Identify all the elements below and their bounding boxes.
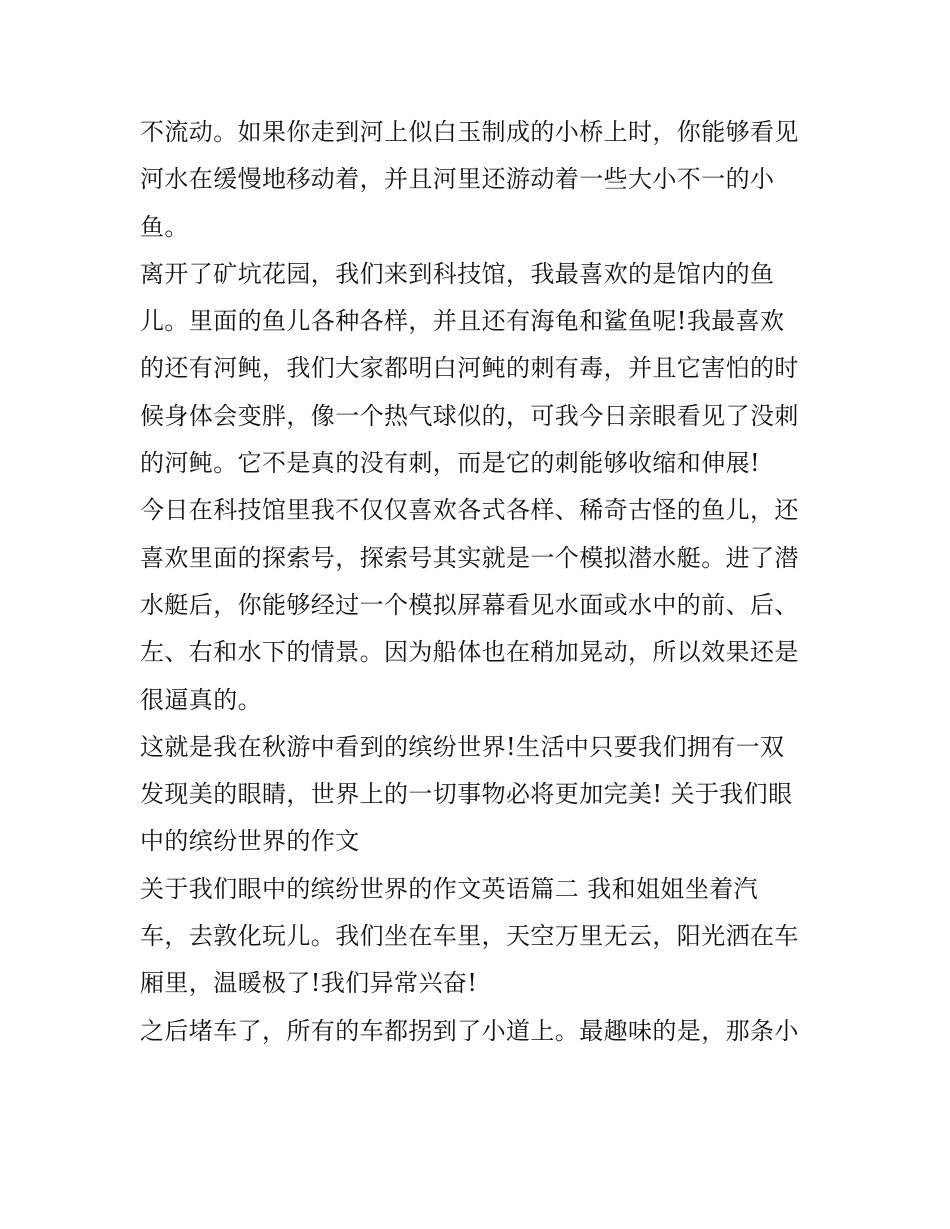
text-line-4: 离开了矿坑花园，我们来到科技馆，我最喜欢的是馆内的鱼 bbox=[140, 259, 775, 288]
text-line-10: 喜欢里面的探索号，探索号其实就是一个模拟潜水艇。进了潜 bbox=[140, 543, 799, 572]
text-line-6: 的还有河鲀，我们大家都明白河鲀的刺有毒，并且它害怕的时 bbox=[140, 354, 799, 383]
text-line-20: 之后堵车了，所有的车都拐到了小道上。最趣味的是，那条小 bbox=[140, 1016, 799, 1045]
text-line-11: 水艇后，你能够经过一个模拟屏幕看见水面或水中的前、后、 bbox=[140, 590, 799, 619]
text-line-15: 发现美的眼睛，世界上的一切事物必将更加完美! 关于我们眼 bbox=[140, 780, 793, 809]
text-line-13: 很逼真的。 bbox=[140, 685, 262, 714]
text-line-12: 左、右和水下的情景。因为船体也在稍加晃动，所以效果还是 bbox=[140, 638, 799, 667]
text-line-1: 不流动。如果你走到河上似白玉制成的小桥上时，你能够看见 bbox=[140, 118, 799, 146]
text-line-19: 厢里，温暖极了!我们异常兴奋! bbox=[140, 969, 478, 998]
essay-text bbox=[140, 109, 830, 1055]
text-line-18: 车，去敦化玩儿。我们坐在车里，天空万里无云，阳光洒在车 bbox=[140, 922, 799, 951]
text-line-2: 河水在缓慢地移动着，并且河里还游动着一些大小不一的小 bbox=[140, 165, 775, 194]
text-line-7: 候身体会变胖，像一个热气球似的，可我今日亲眼看见了没刺 bbox=[140, 401, 799, 430]
text-line-14: 这就是我在秋游中看到的缤纷世界!生活中只要我们拥有一双 bbox=[140, 732, 785, 761]
text-line-16: 中的缤纷世界的作文 bbox=[140, 827, 360, 856]
text-line-3: 鱼。 bbox=[140, 212, 189, 241]
text-line-5: 儿。里面的鱼儿各种各样，并且还有海龟和鲨鱼呢!我最喜欢 bbox=[140, 307, 785, 336]
text-line-8: 的河鲀。它不是真的没有刺，而是它的刺能够收缩和伸展! bbox=[140, 449, 761, 478]
text-line-17: 关于我们眼中的缤纷世界的作文英语篇二 我和姐姐坐着汽 bbox=[140, 874, 759, 903]
text-line-9: 今日在科技馆里我不仅仅喜欢各式各样、稀奇古怪的鱼儿，还 bbox=[140, 496, 799, 525]
